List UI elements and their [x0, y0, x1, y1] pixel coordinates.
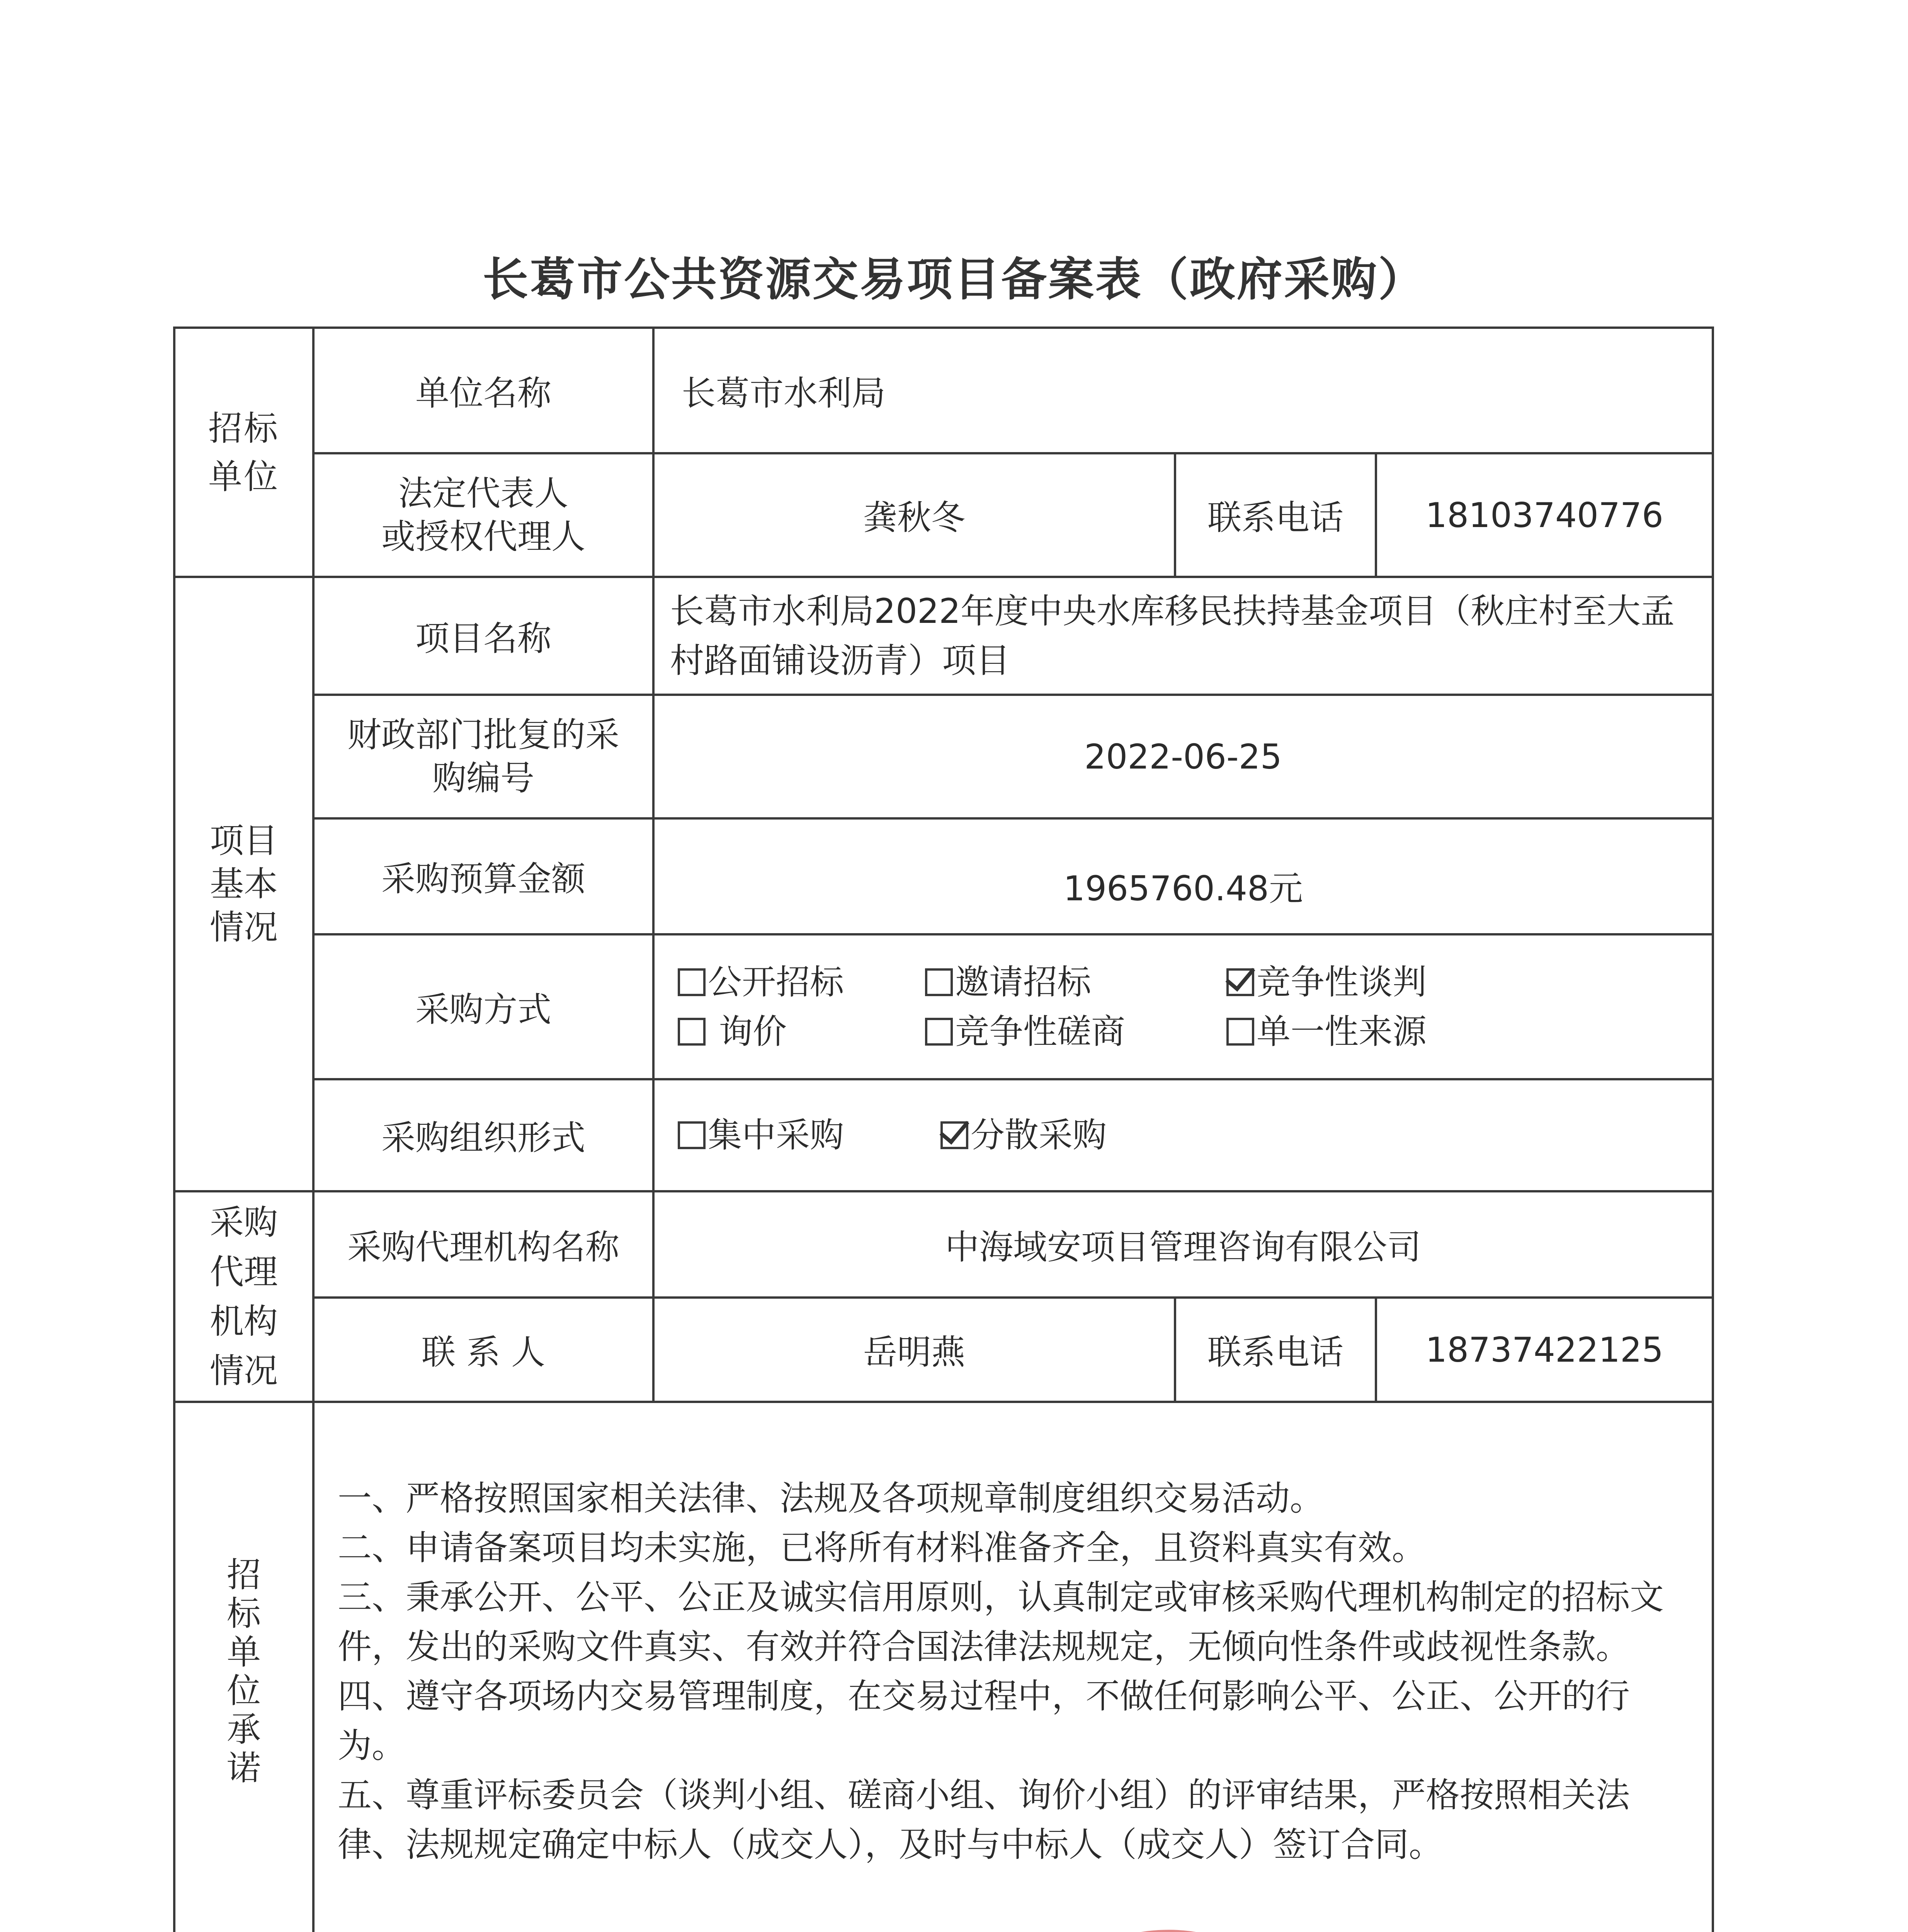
organization-form-options	[653, 1079, 1713, 1191]
method-option-competitive-consultation[interactable]	[925, 1007, 1226, 1056]
agency-phone-field[interactable]: 18737422125	[1376, 1298, 1713, 1402]
section-commitment-char6: 诺	[226, 1748, 261, 1788]
row-budget	[174, 818, 1713, 934]
procurement-method-label: 采购方式	[313, 934, 653, 1079]
registration-form-table	[173, 327, 1714, 1932]
method-label-open-tender: 公开招标	[708, 962, 844, 1002]
method-label-single-source: 单一性来源	[1257, 1011, 1427, 1051]
section-project-info	[174, 577, 313, 1191]
section-commitment	[174, 1402, 313, 1932]
checkbox-open-tender[interactable]	[678, 968, 706, 996]
section-commitment-char5: 承	[226, 1709, 261, 1749]
representative-label	[313, 453, 653, 577]
checkbox-invited-tender[interactable]	[925, 968, 953, 996]
agency-contact-label: 联 系 人	[313, 1298, 653, 1402]
unit-phone-field[interactable]: 18103740776	[1376, 453, 1713, 577]
agency-phone-label: 联系电话	[1175, 1298, 1376, 1402]
checkbox-competitive-negotiation[interactable]	[1226, 968, 1254, 996]
commitment-item-5: 五、尊重评标委员会（谈判小组、磋商小组、询价小组）的评审结果，严格按照相关法律、法规规定确定中标人（成交人），及时与中标人（成交人）签订合同。	[338, 1775, 1630, 1864]
row-commitment	[174, 1402, 1713, 1932]
section-commitment-char1: 招	[226, 1554, 261, 1595]
section-commitment-char4: 位	[226, 1670, 261, 1711]
row-approval-number	[174, 695, 1713, 818]
organization-form-label: 采购组织形式	[313, 1079, 653, 1191]
row-project-name	[174, 577, 1713, 695]
representative-field[interactable]: 龚秋冬	[653, 453, 1175, 577]
unit-name-label: 单位名称	[313, 328, 653, 453]
checkbox-single-source[interactable]	[1226, 1018, 1254, 1046]
section-tender-unit	[174, 328, 313, 577]
unit-phone-label: 联系电话	[1175, 453, 1376, 577]
representative-label-line1: 法定代表人	[398, 473, 568, 513]
section-tender-unit-line2: 单位	[208, 456, 279, 497]
project-name-field[interactable]: 长葛市水利局2022年度中央水库移民扶持基金项目（秋庄村至大孟村路面铺设沥青）项目	[653, 577, 1713, 695]
checkbox-competitive-consultation[interactable]	[925, 1018, 953, 1046]
section-agency-line2: 代理	[209, 1252, 278, 1292]
row-agency-name	[174, 1191, 1713, 1298]
method-label-invited-tender: 邀请招标	[955, 962, 1092, 1002]
checkbox-decentralized[interactable]	[940, 1121, 968, 1149]
approval-number-field[interactable]: 2022-06-25	[653, 695, 1713, 818]
approval-label-line1: 财政部门批复的采	[347, 715, 619, 755]
section-commitment-char3: 单	[226, 1632, 261, 1672]
budget-label: 采购预算金额	[313, 818, 653, 934]
commitment-text	[313, 1402, 1713, 1932]
section-project-line3: 情况	[209, 907, 278, 947]
method-option-single-source[interactable]	[1226, 1007, 1427, 1056]
approval-number-label	[313, 695, 653, 818]
section-project-line1: 项目	[209, 821, 278, 861]
method-option-open-tender[interactable]	[678, 957, 925, 1007]
unit-name-field[interactable]: 长葛市水利局	[653, 328, 1713, 453]
budget-field[interactable]: 1965760.48元	[653, 818, 1713, 934]
commitment-item-4: 四、遵守各项场内交易管理制度，在交易过程中，不做任何影响公平、公正、公开的行为。	[338, 1676, 1630, 1765]
agency-contact-field[interactable]: 岳明燕	[653, 1298, 1175, 1402]
method-label-competitive-consultation: 竞争性磋商	[955, 1011, 1126, 1051]
method-label-competitive-negotiation: 竞争性谈判	[1257, 962, 1427, 1002]
commitment-item-2: 二、申请备案项目均未实施，已将所有材料准备齐全，且资料真实有效。	[338, 1527, 1426, 1568]
section-tender-unit-line1: 招标	[208, 408, 279, 448]
row-agency-contact	[174, 1298, 1713, 1402]
row-unit-name	[174, 328, 1713, 453]
section-agency-line3: 机构	[209, 1301, 278, 1341]
agency-name-field[interactable]: 中海域安项目管理咨询有限公司	[653, 1191, 1713, 1298]
procurement-method-options	[653, 934, 1713, 1079]
row-organization-form	[174, 1079, 1713, 1191]
checkbox-centralized[interactable]	[678, 1121, 706, 1149]
method-option-competitive-negotiation[interactable]	[1226, 957, 1427, 1007]
representative-label-line2: 或授权代理人	[381, 517, 585, 556]
org-label-decentralized: 分散采购	[971, 1115, 1107, 1155]
approval-label-line2: 购编号	[432, 758, 534, 798]
commitment-item-3: 三、秉承公开、公平、公正及诚实信用原则，认真制定或审核采购代理机构制定的招标文件，发出的采购文件真实、有效并符合国法律法规规定，无倾向性条件或歧视性条款。	[338, 1577, 1664, 1667]
section-agency	[174, 1191, 313, 1402]
official-seal-stamp	[987, 1919, 1350, 1932]
method-label-inquiry: 询价	[708, 1011, 787, 1051]
method-option-inquiry[interactable]	[678, 1007, 925, 1056]
project-name-label: 项目名称	[313, 577, 653, 695]
row-procurement-method	[174, 934, 1713, 1079]
commitment-item-1: 一、严格按照国家相关法律、法规及各项规章制度组织交易活动。	[338, 1478, 1324, 1518]
section-commitment-char2: 标	[226, 1593, 261, 1633]
org-option-decentralized[interactable]	[940, 1111, 1107, 1160]
agency-name-label: 采购代理机构名称	[313, 1191, 653, 1298]
section-agency-line1: 采购	[209, 1202, 278, 1242]
section-agency-line4: 情况	[209, 1350, 278, 1391]
org-option-centralized[interactable]	[678, 1111, 940, 1160]
checkbox-inquiry[interactable]	[678, 1018, 706, 1046]
method-option-invited-tender[interactable]	[925, 957, 1226, 1007]
org-label-centralized: 集中采购	[708, 1115, 844, 1155]
page-title: 长葛市公共资源交易项目备案表（政府采购）	[482, 253, 1425, 306]
section-project-line2: 基本	[209, 864, 278, 904]
row-representative	[174, 453, 1713, 577]
